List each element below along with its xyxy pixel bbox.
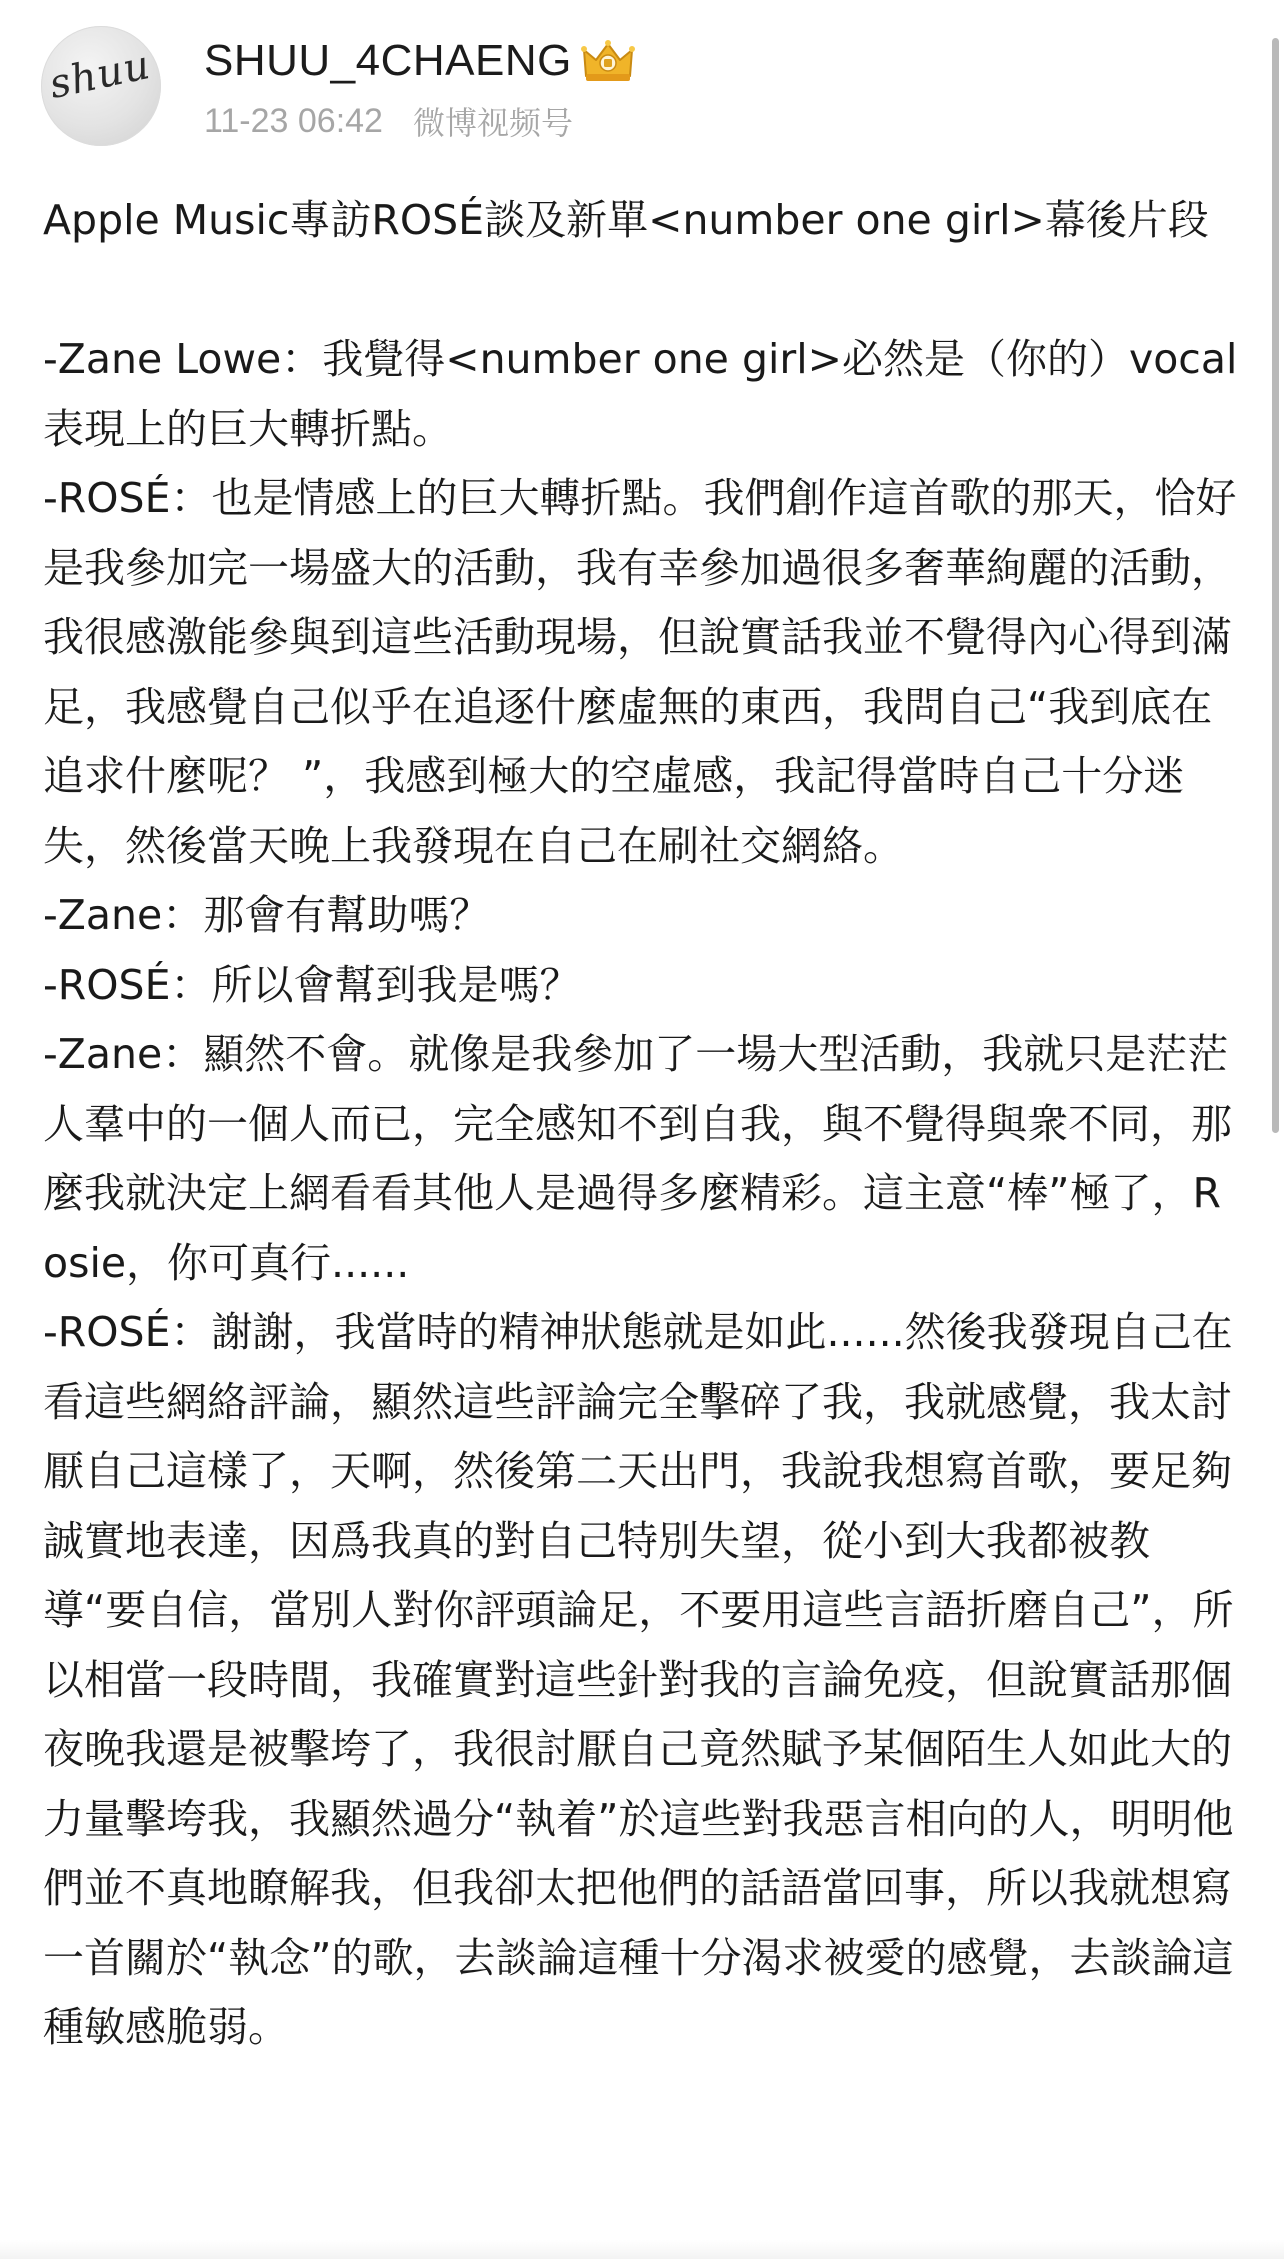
crown-icon[interactable]	[578, 36, 638, 86]
post-timestamp: 11-23 06:42	[204, 101, 383, 140]
post-paragraph: -Zane：那會有幫助嗎？	[43, 891, 491, 939]
username[interactable]: SHUU_4CHAENG	[204, 36, 572, 85]
avatar-text: shuu	[45, 41, 155, 109]
scrollbar[interactable]	[1272, 38, 1279, 1133]
post-paragraph: -ROSÉ：謝謝，我當時的精神狀態就是如此......然後我發現自己在看這些網絡評論，顯然這些評論完全擊碎了我，我就感覺，我太討厭自己這樣了，天啊，然後第二天出門，我說我想寫首歌，要足夠誠實地表達，因爲我真的對自己特別失望，從小到大我都被教導“要自信，當別人對你評頭論足，不要用這些言語折磨自己”，所以相當一段時間，我確實對這些針對我的言論免疫，但說實話那個夜晚我還是被擊垮了，我很討厭自己竟然賦予某個陌生人如此大的力量擊垮我，我顯然過分“執着”於這些對我惡言相向的人，明明他們並不真地瞭解我，但我卻太把他們的話語當回事，所以我就想寫一首關於“執念”的歌，去談論這種十分渴求被愛的感覺，去談論這種敏感脆弱。	[43, 1308, 1234, 2051]
post-paragraph: -Zane：顯然不會。就像是我參加了一場大型活動，我就只是茫茫人羣中的一個人而已，完全感知不到自我，與不覺得與衆不同，那麼我就決定上網看看其他人是過得多麼精彩。這主意“棒”極了，Rosie，你可真行......	[43, 1030, 1232, 1287]
post-source[interactable]: 微博视频号	[412, 104, 573, 142]
post-paragraph: -ROSÉ：所以會幫到我是嗎？	[43, 960, 581, 1009]
avatar[interactable]	[41, 26, 161, 146]
post-paragraph: -Zane Lowe：我覺得<number one girl>必然是（你的）vocal表現上的巨大轉折點。	[43, 335, 1238, 453]
post-title: Apple Music專訪ROSÉ談及新單<number one girl>幕後片段	[43, 196, 1209, 244]
post-body	[43, 186, 1243, 2063]
bottom-fade	[0, 2240, 1284, 2259]
post-meta	[204, 98, 573, 144]
post-paragraph: -ROSÉ：也是情感上的巨大轉折點。我們創作這首歌的那天，恰好是我參加完一場盛大的活動，我有幸參加過很多奢華絢麗的活動，我很感激能參與到這些活動現場，但說實話我並不覺得內心得到滿足，我感覺自己似乎在追逐什麼虛無的東西，我問自己“我到底在追求什麼呢？ ”，我感到極大的空虛感，我記得當時自己十分迷失，然後當天晚上我發現在自己在刷社交網絡。	[43, 474, 1237, 870]
post-header	[0, 0, 1284, 165]
username-row	[204, 32, 638, 90]
